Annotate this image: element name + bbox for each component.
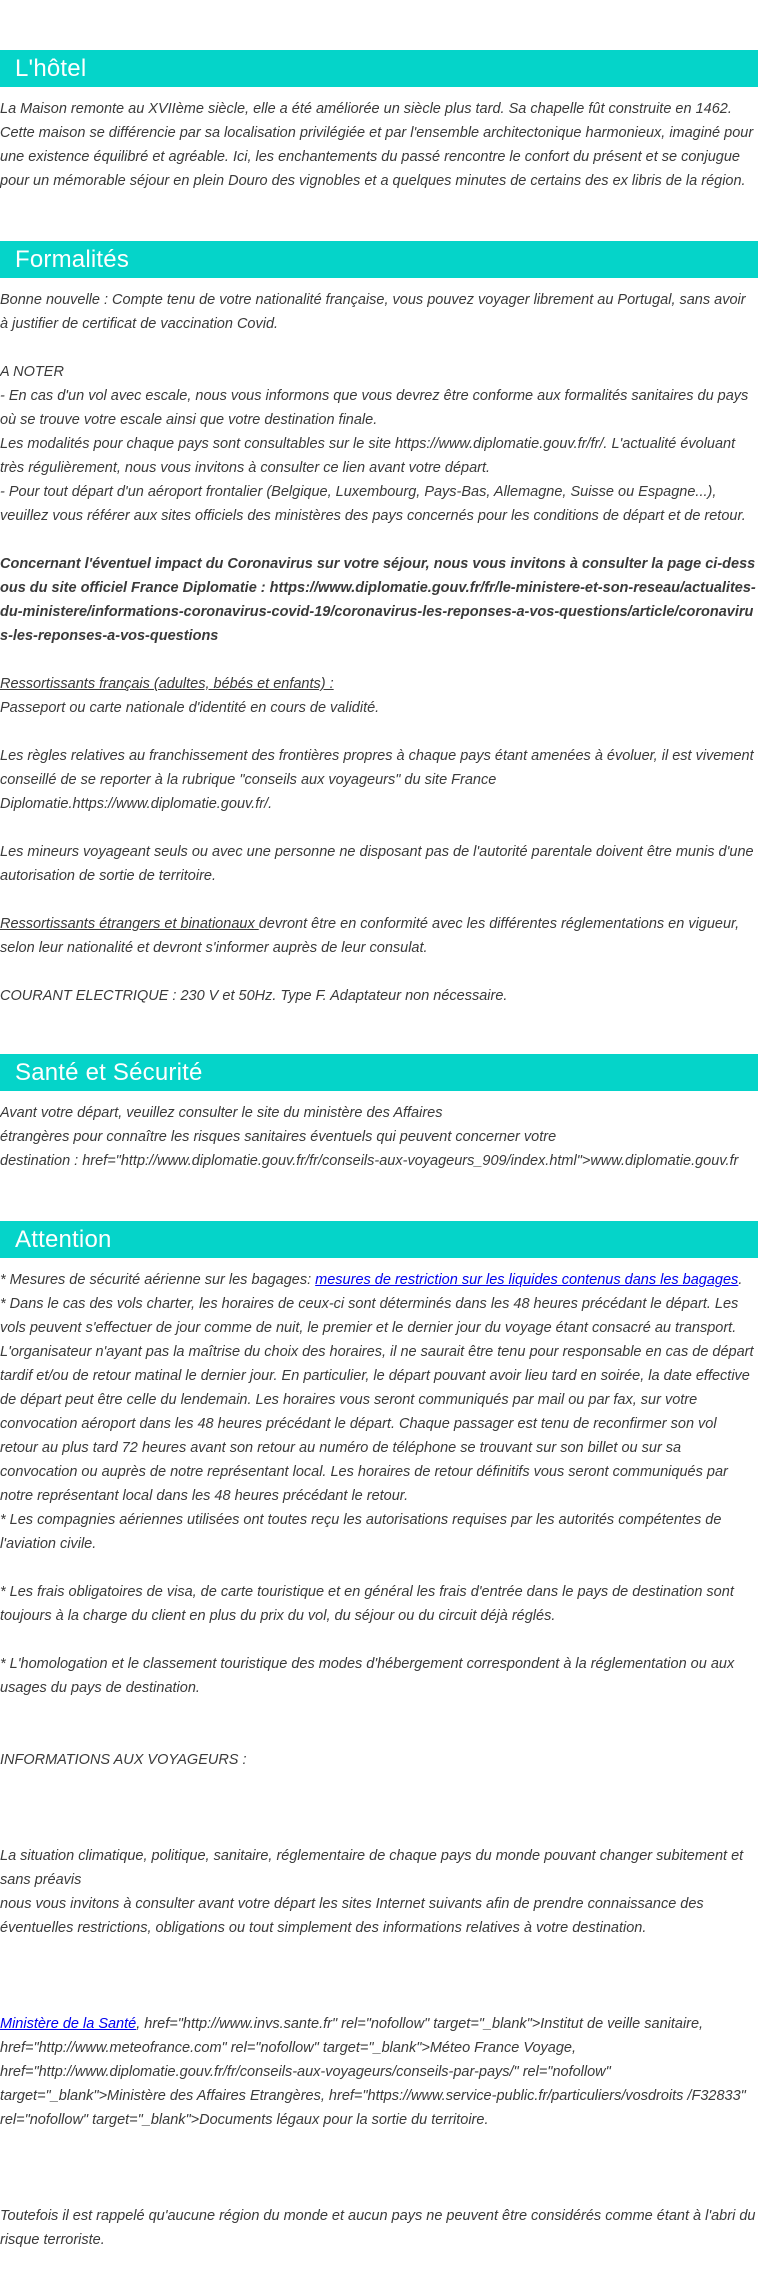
covid-notice: Concernant l'éventuel impact du Coronavirus sur votre séjour, nous vous invitons à consulter la page ci-dessous du site officiel France Diplomatie : https://www.diplomatie.gouv.fr/fr/le-ministere-et-son-reseau/actualites-du-ministere/informations-coronavirus-covid-19/coronavirus-les-reponses-a-vos-questions/article/coronavirus-les-reponses-a-vos-questions — [0, 556, 756, 644]
homologation: * L'homologation et le classement touristique des modes d'hébergement correspondent à la réglementation ou aux usages du pays de destination. — [0, 1656, 735, 1696]
ressortissants-fr-label: Ressortissants français (adultes, bébés et enfants) : — [0, 676, 334, 692]
ministere-sante-link[interactable]: Ministère de la Santé — [0, 2016, 137, 2032]
hotel-description: La Maison remonte au XVIIème siècle, elle a été améliorée un siècle plus tard. Sa chapelle fût construite en 1462. Cette maison se différencie par sa localisation privilégiée et par l'ensemble architectonique harmonieux, imaginé pour une existence équilibré et agréable. Ici, les enchantements du passé rencontre le confort du présent et se conjugue pour un mémorable séjour en plein Douro des vignobles et a quelques minutes de certains des ex libris de la région. — [0, 101, 754, 189]
sante-line-1: Avant votre départ, veuillez consulter le site du ministère des Affaires — [0, 1105, 443, 1121]
ressortissants-etr-label: Ressortissants étrangers et binationaux — [0, 916, 259, 932]
section-hotel — [0, 50, 758, 193]
section-formalites — [0, 241, 758, 1008]
situation-line-1: La situation climatique, politique, sanitaire, réglementaire de chaque pays du monde pouvant changer subitement et sans préavis — [0, 1848, 744, 1888]
section-sante — [0, 1054, 758, 1173]
situation-line-2: nous vous invitons à consulter avant votre départ les sites Internet suivants afin de prendre connaissance des éventuelles restrictions, obligations ou tout simplement des informations relatives à votre destination. — [0, 1896, 704, 1936]
formalites-intro: Bonne nouvelle : Compte tenu de votre nationalité française, vous pouvez voyager librement au Portugal, sans avoir à justifier de certificat de vaccination Covid. — [0, 292, 746, 332]
liens-utiles — [0, 2012, 756, 2132]
ressortissants-fr-text: Passeport ou carte nationale d'identité en cours de validité. — [0, 700, 380, 716]
section-title-sante: Santé et Sécurité — [0, 1054, 758, 1091]
section-title-attention: Attention — [0, 1221, 758, 1258]
section-title-hotel: L'hôtel — [0, 50, 758, 87]
liquides-restriction-link[interactable]: mesures de restriction sur les liquides contenus dans les bagages — [315, 1272, 739, 1288]
compagnies-aeriennes: * Les compagnies aériennes utilisées ont toutes reçu les autorisations requises par les autorités compétentes de l'aviation civile. — [0, 1512, 722, 1552]
mesures-suffix: . — [738, 1272, 743, 1288]
note-line-2: Les modalités pour chaque pays sont consultables sur le site https://www.diplomatie.gouv.fr/fr/. L'actualité évoluant très régulièrement, nous vous invitons à consulter ce lien avant votre départ. — [0, 436, 736, 476]
sante-line-2: étrangères pour connaître les risques sanitaires éventuels qui peuvent concerner votre — [0, 1129, 557, 1145]
regles-frontieres: Les règles relatives au franchissement des frontières propres à chaque pays étant amenées à évoluer, il est vivement conseillé de se reporter à la rubrique "conseils aux voyageurs" du site France Diplomatie.https://www.diplomatie.gouv.fr/. — [0, 748, 754, 812]
liens-utiles-text: , href="http://www.invs.sante.fr" rel="nofollow" target="_blank">Institut de veille sanitaire, href="http://www.meteofrance.com" rel="nofollow" target="_blank">Méteo France Voyage, href="http://www.diplomatie.gouv.fr/fr/conseils-aux-voyageurs/conseils-par-pays/" rel="nofollow" target="_blank">Ministère des Affaires Etrangères, href="https://www.service-public.fr/particuliers/vosdroits /F32833" rel="nofollow" target="_blank">Documents légaux pour la sortie du territoire. — [0, 2016, 746, 2128]
risque-terroriste: Toutefois il est rappelé qu'aucune région du monde et aucun pays ne peuvent être considérés comme étant à l'abri du risque terroriste. — [0, 2208, 756, 2248]
section-attention — [0, 1221, 758, 2252]
frais-obligatoires: * Les frais obligatoires de visa, de carte touristique et en général les frais d'entrée dans le pays de destination sont toujours à la charge du client en plus du prix du vol, du séjour ou du circuit déjà réglés. — [0, 1584, 734, 1624]
ressortissants-etr-text: devront être en conformité avec les différentes réglementations en vigueur, selon leur nationalité et devront s'informer auprès de leur consulat. — [0, 916, 740, 956]
mineurs-notice: Les mineurs voyageant seuls ou avec une personne ne disposant pas de l'autorité parentale doivent être munis d'une autorisation de sortie de territoire. — [0, 844, 754, 884]
mesures-securite — [0, 1268, 756, 1292]
infos-voyageurs-label: INFORMATIONS AUX VOYAGEURS : — [0, 1752, 247, 1768]
note-line-1: - En cas d'un vol avec escale, nous vous informons que vous devrez être conforme aux formalités sanitaires du pays où se trouve votre escale ainsi que votre destination finale. — [0, 388, 749, 428]
courant-electrique: COURANT ELECTRIQUE : 230 V et 50Hz. Type F. Adaptateur non nécessaire. — [0, 988, 508, 1004]
sante-line-3: destination : href="http://www.diplomatie.gouv.fr/fr/conseils-aux-voyageurs_909/index.html">www.diplomatie.gouv.fr — [0, 1153, 739, 1169]
vols-charter: * Dans le cas des vols charter, les horaires de ceux-ci sont déterminés dans les 48 heures précédant le départ. Les vols peuvent s'effectuer de jour comme de nuit, le premier et le dernier jour du voyage étant consacré au transport. L'organisateur n'ayant pas la maîtrise du choix des horaires, il ne saurait être tenu pour responsable en cas de départ tardif et/ou de retour matinal le dernier jour. En particulier, le départ pouvant avoir lieu tard en soirée, la date effective de départ peut être celle du lendemain. Les horaires vous seront communiqués par mail ou par fax, sur votre convocation aéroport dans les 48 heures précédant le départ. Chaque passager est tenu de reconfirmer son vol retour au plus tard 72 heures avant son retour au numéro de téléphone se trouvant sur son billet ou sur sa convocation ou auprès de notre représentant local. Les horaires de retour définitifs vous seront communiqués par notre représentant local dans les 48 heures précédant le retour. — [0, 1296, 754, 1504]
section-title-formalites: Formalités — [0, 241, 758, 278]
mesures-prefix: * Mesures de sécurité aérienne sur les bagages: — [0, 1272, 316, 1288]
note-label: A NOTER — [0, 364, 64, 380]
note-line-3: - Pour tout départ d'un aéroport frontalier (Belgique, Luxembourg, Pays-Bas, Allemagne, Suisse ou Espagne...), veuillez vous référer aux sites officiels des ministères des pays concernés pour les conditions de départ et de retour. — [0, 484, 746, 524]
ressortissants-etrangers — [0, 912, 756, 960]
